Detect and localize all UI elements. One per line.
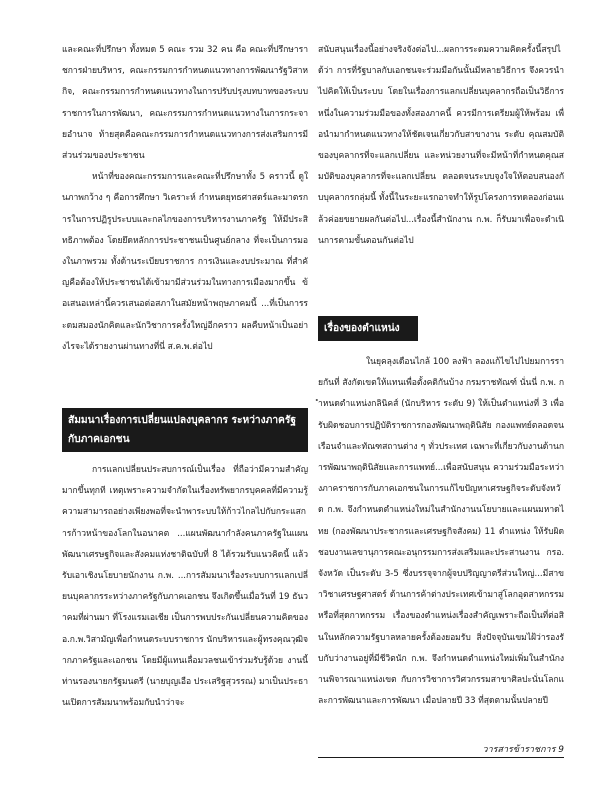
- right-column: [318, 40, 564, 252]
- section-heading-positions: เรื่องของตำแหน่ง: [318, 316, 418, 341]
- left-paragraph-1: และคณะที่ปรึกษา ทั้งหมด 5 คณะ รวม 32 คน คือ คณะที่ปรึกษาราชการฝ่ายบริหาร, คณะกรรมการกำหนดแนวทางการพัฒนารัฐวิสาหกิจ, คณะกรรมการกำหนดแนวทางในการปรับปรุงบทบาทของระบบราชการในการพัฒนา, คณะกรรมการกำหนดแนวทางในการกระจายอำนาจ ท้ายสุดคือคณะกรรมการกำหนดแนวทางการส่งเสริมการมีส่วนร่วมของประชาชน: [62, 45, 308, 162]
- left-paragraph-3: การแลกเปลี่ยนประสบการณ์เป็นเรื่อง ที่ถือว่ามีความสำคัญมากขึ้นทุกที เหตุเพราะความจำกัดในเรื่องทรัพยากรบุคคลที่มีความรู้ความสามารถอย่างเพียงพอที่จะนำพาระบบให้ก้าวไกลไปกับกระแสการก้าวหน้าของโลกในอนาคต ...แผนพัฒนากำลังคนภาครัฐในแผนพัฒนาเศรษฐกิจและสังคมแห่งชาติฉบับที่ 8 ได้รวมรับแนวคิดนี้ แล้วรับเอาเชิงนโยบายนักงาน ก.พ. ...การสัมมนาเรื่องระบบการแลกเปลี่ยนบุคลากรระหว่างภาครัฐกับภาคเอกชน จึงเกิดขึ้นเมื่อวันที่ 19 ธันวาคมที่ผ่านมา ที่โรงแรมเอเชีย เป็นการพบประกันเปลี่ยนความคิดของ อ.ก.พ.วิสามัญเพื่อกำหนดระบบราชการ นักบริหารและผู้ทรงคุณวุฒิจากภาครัฐและเอกชน โดยมีผู้แทนเลื่อมวลชนเข้าร่วมรับรู้ด้วย งานนี้ท่านรองนายกรัฐมนตรี (นายบุญเอือ ประเสริฐสุวรรณ) มาเป็นประธานเปิดการสัมมนาพร้อมกับนำว่าจะ: [62, 465, 308, 709]
- right-column-lower: [318, 352, 564, 712]
- journal-footer-label: วารสารข้าราชการ 9: [482, 745, 564, 755]
- left-paragraph-2: หน้าที่ของคณะกรรมการและคณะที่ปรึกษาทั้ง 5 คราวนี้ ดูในภาพกว้าง ๆ คือการศึกษา วิเคราะห์ กำหนดยุทธศาสตร์และมาตรการในการปฏิรูประบบและกลไกของการบริหารงานภาครัฐ ให้มีประสิทธิภาพต้อง โดยยึดหลักการประชาชนเป็นศูนย์กลาง ที่จะเป็นการมองในภาพรวม ทั้งด้านระเบียบราชการ การเงินและงบประมาณ ที่สำคัญคือต้องให้ประชาชนได้เข้ามามีส่วนร่วมในทางการเมืองมากขึ้น ข้อเสนอเหล่านี้ควรเสนอต่อสภาในสมัยหน้าพฤษภาคมนี้ ...ที่เป็นการระดมสมองนักคิดและนักวิชาการครั้งใหญ่อีกคราว ผลคืบหน้าเป็นอย่างไรจะได้รายงานผ่านทางที่นี่ ส.ค.พ.ต่อไป: [62, 172, 308, 352]
- section-heading-personnel-exchange: สัมมนาเรื่องการเปลี่ยนแปลงบุคลากร ระหว่างภาครัฐกับภาคเอกชน: [62, 408, 308, 452]
- footer-rule: [318, 757, 564, 758]
- right-paragraph-2: ในยุคลุงเดือนไกล้ 100 ลงฟ้า ลองแก้ไขไปไปยมการรายกันที่ สังกัดเขตให้แทนเพื่อตั้งคติกันบ้าง กรมราชทัณฑ์ นั่นนี่ ก.พ. กำหนดตำแหน่งกลินิคส์ (นักบริหาร ระดับ 9) ให้เป็นตำแหน่งที่ 3 เพื่อรับผิดชอบการปฏิบัติราชการกองพัฒนาพฤตินิสัย กองแพทย์ตลอดจนเรือนจำและทัณฑสถานต่าง ๆ ทั่วประเทศ เฉพาะที่เกี่ยวกับงานด้านการพัฒนาพฤตินิสัยและการแพทย์...เพื่อสนับสนุน ความร่วมมือระหว่างภาคราชการกับภาคเอกชนในการแก้ไขปัญหาเศรษฐกิจระดับจังหวัด ก.พ. จึงกำหนดตำแหน่งใหม่ในสำนักงานนโยบายและแผนมหาดไทย (กองพัฒนาประชากรและเศรษฐกิจสังคม) 11 ตำแหน่ง ให้รับผิดชอบงานเลขานุการคณะอนุกรรมการส่งเสริมและประสานงาน กรอ. จังหวัด เป็นระดับ 3-5 ซึ่งบรรจุจากผู้จบปริญญาตรีส่วนใหญ่...มีสาขาวิชาเศรษฐศาสตร์ ด้านการค้าต่างประเทศเข้ามาสู่โลกอุตสาหกรรมหรือที่สุดกาหกรรม เรื่องของตำแหน่งเรื่องสำคัญเพราะถือเป็นที่ต่อสินในหลักความรัฐบาลหลายครั้งต้องยอมรับ สิ่งปัจจุบันเขมไฝ้ว่ารองรับกับว่างานอยู่ที่มีชีวิตนัก ก.พ. จึงกำหนดตำแหน่งใหม่เพิ่มในสำนักงานพิจารณาแหน่งเขต กับการวิชาการวิศวกรรมสาขาศิลปะนั่นโลกและการพัฒนาและการพัฒนา เมื่อปลายปี 33 ที่สุดตามนั้นปลายปี: [318, 357, 564, 707]
- right-paragraph-1: สนับสนุนเรื่องนี้อย่างจริงจังต่อไป...ผลการระดมความคิดครั้งนี้สรุปได้ว่า การที่รัฐบาลกับเอกชนจะร่วมมือกันนั้นมีหลายวิธีการ จึงควรนำไปคิดให้เป็นระบบ โดยในเรื่องการแลกเปลี่ยนบุคลากรถือเป็นวิธีการหนึ่งในความร่วมมือของทั้งสองภาคนี้ ควรมีการเตรียมผู้ให้พร้อม เพื่อนำมากำหนดแนวทางให้ชัดเจนเกี่ยวกับสาขางาน ระดับ คุณสมบัติของบุคลากรที่จะแลกเปลี่ยน และหน่วยงานที่จะมีหน้าที่กำหนดคุณสมบัติของบุคลากรที่จะแลกเปลี่ยน ตลอดจนระบบจูงใจให้ตอบสนองกับบุคลากรกลุ่มนี้ ทั้งนี้ในระยะแรกอาจทำให้รูปโครงการทดลองก่อนแล้วค่อยขยายผลกันต่อไป...เรื่องนี้สำนักงาน ก.พ. ก็รับมาเพื่อจะดำเนินการตามขั้นตอนกันต่อไป: [318, 45, 564, 246]
- left-column-lower: [62, 460, 308, 714]
- left-column: [62, 40, 308, 358]
